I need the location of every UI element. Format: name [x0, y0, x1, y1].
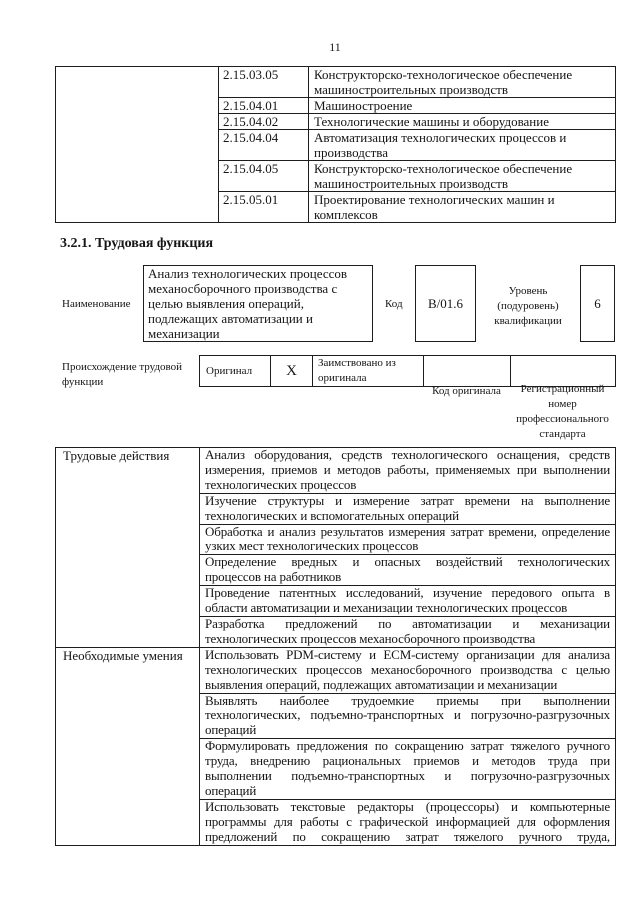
specialty-name	[309, 98, 616, 114]
qualification-level-label	[476, 284, 580, 329]
original-code-label: Код оригинала	[432, 385, 501, 397]
text-line: выявления операций, подлежащих автоматизации и механизации	[205, 676, 558, 692]
specialty-code: 2.15.05.01	[219, 192, 309, 223]
text-line: функции	[62, 376, 104, 388]
text-line: технологических процессов механосборочного производства с целью	[205, 661, 610, 677]
text-line: операций	[205, 782, 257, 798]
qualification-level-box	[580, 265, 615, 342]
text-line: Разработка предложений по автоматизации и механизации	[205, 615, 610, 631]
text-line: Определение вредных и опасных воздействий технологических	[205, 554, 610, 570]
text-line: (подуровень)	[497, 300, 559, 312]
function-name-label: Наименование	[62, 298, 131, 310]
labor-function-table	[55, 447, 616, 846]
text-line: подлежащих автоматизации и	[148, 311, 313, 326]
function-code-value: В/01.6	[427, 295, 464, 311]
text-line: технологических процессов механосборочного производства	[205, 630, 536, 646]
specialty-name	[309, 130, 616, 161]
text-line: Использовать текстовые редакторы (процессоры) и компьютерные	[205, 798, 610, 814]
specialty-code: 2.15.04.02	[219, 114, 309, 130]
specialty-code: 2.15.04.01	[219, 98, 309, 114]
requirement-cell	[200, 555, 616, 586]
function-code-label: Код	[385, 298, 403, 310]
text-line: процессов на работников	[205, 569, 342, 585]
text-line: Обработка и анализ результатов измерения затрат времени, определение	[205, 523, 610, 539]
requirement-cell	[200, 493, 616, 524]
text-line: Проектирование технологических машин и	[314, 192, 555, 207]
specialty-code: 2.15.04.05	[219, 161, 309, 192]
requirement-cell	[200, 739, 616, 800]
text-line: Автоматизация технологических процессов и	[314, 130, 567, 145]
table-row	[56, 67, 616, 98]
text-line: квалификации	[494, 315, 562, 327]
text-line: производства	[314, 145, 389, 160]
labor-function-table-body	[56, 448, 616, 846]
requirement-cell	[200, 693, 616, 739]
function-name-box	[143, 265, 373, 342]
text-line: Уровень	[508, 285, 548, 297]
function-code-box	[415, 265, 476, 342]
requirement-cell	[200, 616, 616, 647]
original-code-cell	[424, 356, 511, 387]
text-line: машиностроительных производств	[314, 82, 508, 97]
text-line: Анализ оборудования, средств технологического оснащения, средств	[205, 447, 610, 462]
original-mark-cell: X	[271, 356, 313, 387]
text-line: технологических и вспомогательных операций	[205, 507, 459, 523]
requirement-cell	[200, 448, 616, 494]
specialty-name	[309, 161, 616, 192]
text-line: программы для работы с графической информацией для оформления	[205, 813, 610, 829]
text-line: операций	[205, 722, 257, 738]
table-row	[56, 647, 616, 693]
text-line: целью выявления операций,	[148, 296, 304, 311]
specialty-name	[309, 67, 616, 98]
text-line: Анализ технологических процессов	[148, 266, 348, 281]
text-line: номер	[548, 398, 577, 410]
text-line: Технологические машины и оборудование	[314, 114, 549, 129]
text-line: Формулировать предложения по сокращению затрат тяжелого ручного	[205, 738, 610, 754]
requirement-cell	[200, 586, 616, 617]
education-programs-table-body	[56, 67, 616, 223]
original-label-cell: Оригинал	[200, 356, 271, 387]
text-line: выполнении подъемно-транспортных и погрузочно-разгрузочных	[205, 768, 610, 784]
text-line: области автоматизации и механизации технологических процессов	[205, 600, 568, 616]
specialty-name	[309, 192, 616, 223]
blank-cell	[56, 67, 219, 223]
origin-label	[62, 360, 182, 390]
text-line: технологических процессов	[205, 476, 357, 492]
specialty-name	[309, 114, 616, 130]
text-line: машиностроительных производств	[314, 176, 508, 191]
page-number: 11	[329, 40, 341, 54]
requirement-cell	[200, 647, 616, 693]
text-line: Регистрационный	[520, 383, 605, 395]
text-line: Изучение структуры и измерение затрат времени на выполнение	[205, 492, 610, 508]
text-line: Проведение патентных исследований, изучение передового опыта в	[205, 585, 610, 601]
education-programs-table	[55, 66, 616, 223]
text-line: профессионального	[516, 413, 609, 425]
text-line: Выявлять наиболее трудоемкие приемы при выполнении	[205, 692, 610, 708]
text-line: технологических, подъемно-транспортных и погрузочно-разгрузочных	[205, 707, 610, 723]
text-line: Машиностроение	[314, 98, 413, 113]
text-line: механосборочного производства с	[148, 281, 338, 296]
specialty-code: 2.15.04.04	[219, 130, 309, 161]
text-line: Использовать PDM-систему и ECM-систему организации для анализа	[205, 646, 610, 662]
text-line: Конструкторско-технологическое обеспечение	[314, 67, 573, 82]
text-line: механизации	[148, 326, 220, 341]
section-label: Трудовые действия	[56, 448, 200, 648]
requirement-cell	[200, 524, 616, 555]
text-line: комплексов	[314, 207, 378, 222]
section-label: Необходимые умения	[56, 647, 200, 845]
text-line: стандарта	[539, 428, 586, 440]
qualification-level-value: 6	[594, 295, 601, 311]
text-line: труда, внедрению рациональных приемов и методов труда при	[205, 753, 610, 769]
specialty-code: 2.15.03.05	[219, 67, 309, 98]
text-line: узких мест технологических процессов	[205, 538, 419, 554]
borrowed-label-cell	[313, 356, 424, 387]
text-line: измерения, приемов и методов работы, применяемых при выполнении	[205, 461, 610, 477]
text-line: Заимствовано из	[318, 357, 396, 369]
section-heading: 3.2.1. Трудовая функция	[60, 236, 214, 251]
registration-number-label	[510, 382, 615, 442]
text-line: Конструкторско-технологическое обеспечение	[314, 161, 573, 176]
requirement-cell	[200, 799, 616, 845]
text-line: оригинала	[318, 372, 367, 384]
table-row	[56, 448, 616, 494]
text-line: предложений по сокращению затрат тяжелого ручного труда,	[205, 828, 610, 844]
text-line: Происхождение трудовой	[62, 361, 183, 373]
